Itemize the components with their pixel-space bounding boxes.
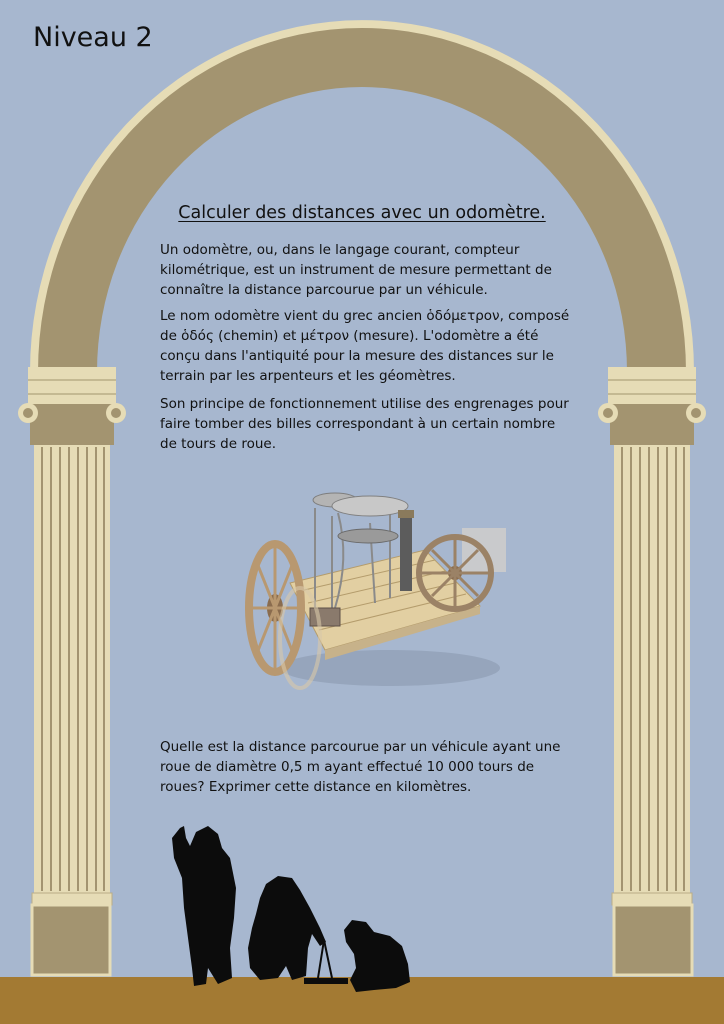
surveyors-silhouette bbox=[160, 818, 420, 998]
left-column bbox=[18, 367, 126, 975]
level-label: Niveau 2 bbox=[33, 22, 153, 53]
paragraph-etymology: Le nom odomètre vient du grec ancien ὁδόμετρον, composé de ὁδός (chemin) et μέτρον (mesure). L'odomètre a été conçu dans l'antiquité pour la mesure des distances sur le terrain par les arpenteurs et les géomètres. bbox=[160, 308, 570, 384]
paragraph-definition: Un odomètre, ou, dans le langage courant, compteur kilométrique, est un instrument de mesure permettant de connaître la distance parcourue par un véhicule. bbox=[160, 242, 552, 298]
right-column bbox=[598, 367, 706, 975]
page-title: Calculer des distances avec un odomètre. bbox=[178, 203, 546, 223]
paragraph-principle: Son principe de fonctionnement utilise des engrenages pour faire tomber des billes correspondant à un certain nombre de tours de roue. bbox=[160, 396, 569, 452]
odometer-cart-illustration bbox=[240, 488, 510, 700]
question-text: Quelle est la distance parcourue par un véhicule ayant une roue de diamètre 0,5 m ayant effectué 10 000 tours de roues? Exprimer cette distance en kilomètres. bbox=[160, 739, 561, 795]
